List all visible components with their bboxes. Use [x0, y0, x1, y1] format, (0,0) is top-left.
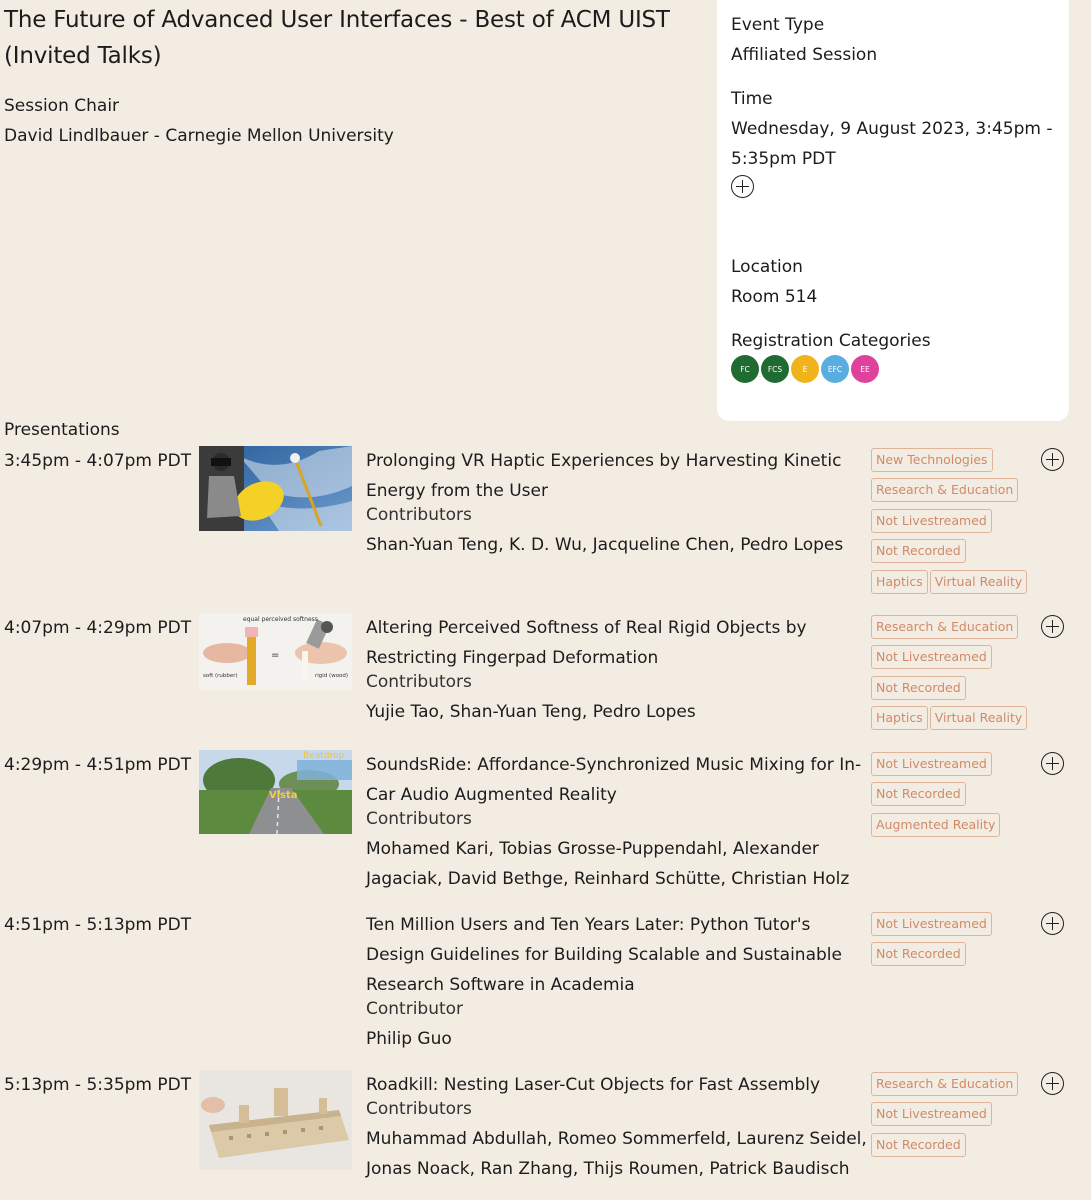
registration-badge-fc[interactable]: FC	[731, 355, 759, 383]
tag[interactable]: Not Livestreamed	[871, 912, 992, 936]
contributors-label: Contributors	[366, 1099, 472, 1119]
tag[interactable]: Research & Education	[871, 1072, 1018, 1096]
presentation-row	[0, 613, 1091, 733]
add-to-calendar-icon[interactable]	[731, 175, 754, 198]
presentation-row	[0, 446, 1091, 596]
thumbnail-caption: equal perceived softness	[243, 616, 318, 623]
presentation-title[interactable]: Altering Perceived Softness of Real Rigid Objects by Restricting Fingerpad Deformation	[366, 618, 807, 668]
contributors-label: Contributors	[366, 809, 472, 829]
tag[interactable]: Not Recorded	[871, 1133, 966, 1157]
tag[interactable]: Haptics	[871, 570, 928, 594]
thumbnail-caption: =	[271, 650, 280, 661]
tag[interactable]: Research & Education	[871, 478, 1018, 502]
contributors-value: Shan-Yuan Teng, K. D. Wu, Jacqueline Chen, Pedro Lopes	[366, 535, 844, 555]
registration-badges	[731, 355, 881, 383]
presentation-row	[0, 750, 1091, 895]
add-presentation-icon[interactable]	[1041, 752, 1064, 775]
location-value: Room 514	[731, 287, 818, 307]
event-type-value: Affiliated Session	[731, 45, 878, 65]
presentation-tags	[871, 912, 1031, 973]
session-chair-label: Session Chair	[4, 96, 120, 116]
presentation-time: 4:29pm - 4:51pm PDT	[4, 755, 192, 775]
thumbnail-caption: rigid (wood)	[315, 673, 349, 679]
presentation-time: 4:07pm - 4:29pm PDT	[4, 618, 192, 638]
tag[interactable]: Not Recorded	[871, 676, 966, 700]
add-presentation-icon[interactable]	[1041, 912, 1064, 935]
presentation-tags	[871, 752, 1031, 843]
contributors-label: Contributors	[366, 672, 472, 692]
location-label: Location	[731, 257, 803, 277]
presentation-time: 3:45pm - 4:07pm PDT	[4, 451, 192, 471]
page-title: The Future of Advanced User Interfaces - Best of ACM UIST (Invited Talks)	[4, 7, 670, 69]
tag[interactable]: Haptics	[871, 706, 928, 730]
presentation-thumbnail[interactable]	[199, 1070, 352, 1170]
contributors-value: Muhammad Abdullah, Romeo Sommerfeld, Laurenz Seidel, Jonas Noack, Ran Zhang, Thijs Roumen, Patrick Baudisch	[366, 1129, 867, 1179]
presentation-time: 5:13pm - 5:35pm PDT	[4, 1075, 192, 1095]
presentation-title[interactable]: Prolonging VR Haptic Experiences by Harvesting Kinetic Energy from the User	[366, 451, 842, 501]
tag[interactable]: Not Recorded	[871, 942, 966, 966]
presentation-time: 4:51pm - 5:13pm PDT	[4, 915, 192, 935]
presentations-label: Presentations	[4, 420, 120, 440]
tag[interactable]: Not Livestreamed	[871, 509, 992, 533]
tag[interactable]: New Technologies	[871, 448, 993, 472]
presentation-thumbnail[interactable]	[199, 613, 352, 690]
registration-badge-ee[interactable]: EE	[851, 355, 879, 383]
presentation-thumbnail[interactable]	[199, 446, 352, 531]
contributors-value: Yujie Tao, Shan-Yuan Teng, Pedro Lopes	[366, 702, 696, 722]
time-value: Wednesday, 9 August 2023, 3:45pm - 5:35pm PDT	[731, 119, 1053, 169]
contributors-value: Philip Guo	[366, 1029, 452, 1049]
tag[interactable]: Research & Education	[871, 615, 1018, 639]
presentation-row	[0, 910, 1091, 1060]
event-type-label: Event Type	[731, 15, 825, 35]
registration-badge-efc[interactable]: EFC	[821, 355, 849, 383]
tag[interactable]: Not Livestreamed	[871, 645, 992, 669]
presentation-thumbnail[interactable]	[199, 750, 352, 834]
time-label: Time	[731, 89, 773, 109]
presentation-tags	[871, 448, 1031, 600]
contributors-label: Contributor	[366, 999, 464, 1019]
presentation-tags	[871, 1072, 1031, 1163]
presentation-title[interactable]: Roadkill: Nesting Laser-Cut Objects for Fast Assembly	[366, 1075, 821, 1095]
session-chair-value: David Lindlbauer - Carnegie Mellon University	[4, 126, 394, 146]
event-info-panel	[717, 0, 1069, 421]
add-presentation-icon[interactable]	[1041, 448, 1064, 471]
presentation-tags	[871, 615, 1031, 737]
presentation-title[interactable]: SoundsRide: Affordance-Synchronized Music Mixing for In-Car Audio Augmented Reality	[366, 755, 862, 805]
tag[interactable]: Not Livestreamed	[871, 752, 992, 776]
registration-badge-e[interactable]: E	[791, 355, 819, 383]
presentation-row	[0, 1070, 1091, 1200]
tag[interactable]: Virtual Reality	[930, 706, 1028, 730]
thumbnail-caption: Beatdrop	[303, 751, 345, 761]
registration-label: Registration Categories	[731, 331, 931, 351]
tag[interactable]: Not Livestreamed	[871, 1102, 992, 1126]
thumbnail-caption: soft (rubber)	[203, 673, 238, 679]
contributors-label: Contributors	[366, 505, 472, 525]
add-presentation-icon[interactable]	[1041, 615, 1064, 638]
add-presentation-icon[interactable]	[1041, 1072, 1064, 1095]
tag[interactable]: Not Recorded	[871, 539, 966, 563]
registration-badge-fcs[interactable]: FCS	[761, 355, 789, 383]
thumbnail-caption: Vista	[269, 790, 298, 801]
tag[interactable]: Augmented Reality	[871, 813, 1000, 837]
contributors-value: Mohamed Kari, Tobias Grosse-Puppendahl, Alexander Jagaciak, David Bethge, Reinhard Schütte, Christian Holz	[366, 839, 850, 889]
tag[interactable]: Virtual Reality	[930, 570, 1028, 594]
presentation-title[interactable]: Ten Million Users and Ten Years Later: Python Tutor's Design Guidelines for Building Scalable and Sustainable Research Software in Academia	[366, 915, 842, 995]
tag[interactable]: Not Recorded	[871, 782, 966, 806]
